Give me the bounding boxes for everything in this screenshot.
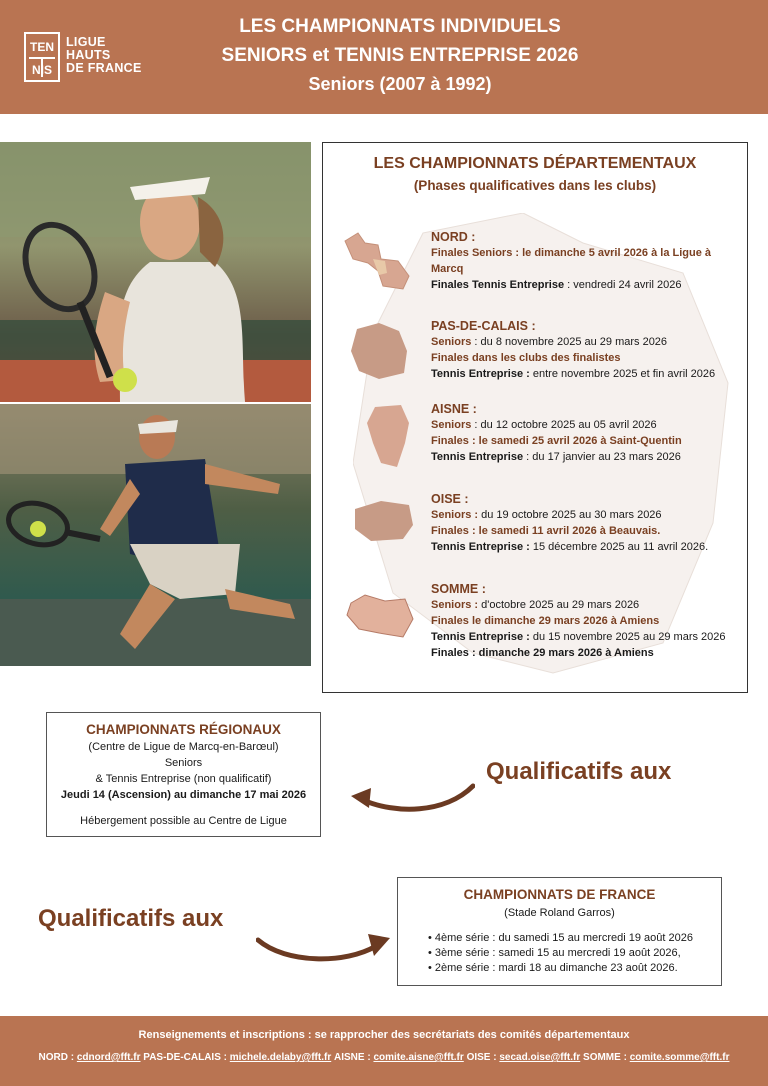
- dept-somme-line-4: Finales : dimanche 29 mars 2026 à Amiens: [431, 647, 654, 659]
- qualifying-label-2: Qualificatifs aux: [38, 905, 224, 932]
- regional-category-entreprise: & Tennis Entreprise (non qualificatif): [95, 773, 272, 785]
- france-series-list: [428, 931, 721, 976]
- dept-pdc-line-1-label: Seniors: [431, 336, 472, 348]
- league-name-line-3: DE FRANCE: [66, 61, 142, 75]
- oise-map-icon: [351, 497, 415, 543]
- dept-nord-line-3-value: : vendredi 24 avril 2026: [564, 279, 682, 291]
- photo-female-tennis-player: [0, 142, 311, 402]
- dept-aisne-line-1-label: Seniors: [431, 419, 472, 431]
- league-name: [66, 36, 142, 75]
- photo-male-tennis-player: [0, 404, 311, 666]
- dept-somme-name: SOMME :: [431, 582, 486, 596]
- regional-dates: Jeudi 14 (Ascension) au dimanche 17 mai 2026: [60, 789, 307, 801]
- dept-somme: [431, 581, 726, 661]
- dept-oise-line-1-value: du 19 octobre 2025 au 30 mars 2026: [478, 509, 662, 521]
- header-banner: [0, 0, 768, 114]
- departmental-title: LES CHAMPIONNATS DÉPARTEMENTAUX: [373, 155, 697, 172]
- nord-map-icon: [343, 231, 413, 291]
- league-name-line-1: LIGUE: [66, 35, 106, 49]
- dept-somme-line-2: Finales le dimanche 29 mars 2026 à Amiens: [431, 615, 660, 627]
- departmental-championships-box: [322, 142, 748, 693]
- aisne-map-icon: [363, 403, 413, 469]
- contact-somme-label: SOMME :: [583, 1052, 627, 1063]
- dept-aisne-line-1-value: : du 12 octobre 2025 au 05 avril 2026: [471, 419, 657, 431]
- regional-category-seniors: Seniors: [164, 757, 203, 769]
- list-item: • 3ème série : samedi 15 au mercredi 19 août 2026,: [428, 947, 681, 959]
- dept-aisne-name: AISNE :: [431, 402, 477, 416]
- dept-pas-de-calais: [431, 318, 715, 382]
- page-title-line-2: SENIORS et TENNIS ENTREPRISE 2026: [221, 45, 579, 66]
- contact-pdc-email[interactable]: michele.delaby@fft.fr: [229, 1052, 332, 1063]
- regional-accommodation: Hébergement possible au Centre de Ligue: [80, 815, 287, 827]
- france-championships-box: [397, 877, 722, 986]
- list-item: • 4ème série : du samedi 15 au mercredi 19 août 2026: [428, 932, 693, 944]
- tennis-logo: [24, 32, 60, 82]
- contact-aisne-email[interactable]: comite.aisne@fft.fr: [373, 1052, 464, 1063]
- dept-oise-line-1-label: Seniors :: [431, 509, 479, 521]
- dept-pdc-name: PAS-DE-CALAIS :: [431, 319, 536, 333]
- dept-somme-line-3-value: du 15 novembre 2025 au 29 mars 2026: [529, 631, 726, 643]
- regional-title: CHAMPIONNATS RÉGIONAUX: [86, 722, 281, 737]
- france-title: CHAMPIONNATS DE FRANCE: [463, 887, 656, 902]
- dept-aisne-line-3-label: Tennis Entreprise: [431, 451, 524, 463]
- contact-nord-email[interactable]: cdnord@fft.fr: [76, 1052, 141, 1063]
- dept-nord-line-3-label: Finales Tennis Entreprise: [431, 279, 565, 291]
- somme-map-icon: [345, 593, 415, 641]
- dept-somme-line-1-value: d'octobre 2025 au 29 mars 2026: [478, 599, 640, 611]
- dept-somme-line-3-label: Tennis Entreprise :: [431, 631, 530, 643]
- page-title-line-1: LES CHAMPIONNATS INDIVIDUELS: [239, 16, 561, 37]
- contact-oise-label: OISE :: [466, 1052, 497, 1063]
- contact-nord-label: NORD :: [38, 1052, 75, 1063]
- league-name-line-2: HAUTS: [66, 48, 111, 62]
- contact-aisne-label: AISNE :: [334, 1052, 371, 1063]
- contact-oise-email[interactable]: secad.oise@fft.fr: [499, 1052, 581, 1063]
- regional-location: (Centre de Ligue de Marcq-en-Barœul): [88, 741, 279, 753]
- dept-oise: [431, 491, 708, 555]
- logo-text-top: TEN: [30, 40, 54, 54]
- logo-text-bottom: NIS: [31, 63, 52, 77]
- contact-pdc-label: PAS-DE-CALAIS :: [143, 1052, 227, 1063]
- page-title-line-3: Seniors (2007 à 1992): [308, 74, 492, 94]
- dept-aisne: [431, 401, 682, 465]
- dept-pdc-line-3-label: Tennis Entreprise :: [431, 368, 530, 380]
- dept-pdc-line-1-value: : du 8 novembre 2025 au 29 mars 2026: [471, 336, 668, 348]
- qualifying-label-1: Qualificatifs aux: [486, 758, 672, 785]
- dept-nord-name: NORD :: [431, 230, 476, 244]
- dept-nord-line-2: Marcq: [431, 263, 464, 275]
- france-venue: (Stade Roland Garros): [504, 907, 615, 919]
- dept-pdc-line-3-value: entre novembre 2025 et fin avril 2026: [529, 368, 716, 380]
- footer-banner: [0, 1016, 768, 1086]
- pas-de-calais-map-icon: [349, 321, 411, 381]
- contact-somme-email[interactable]: comite.somme@fft.fr: [629, 1052, 730, 1063]
- footer-contacts: [0, 1052, 768, 1063]
- regional-championships-box: [46, 712, 321, 837]
- dept-aisne-line-2: Finales : le samedi 25 avril 2026 à Saint-Quentin: [431, 435, 682, 447]
- dept-oise-name: OISE :: [431, 492, 469, 506]
- dept-oise-line-3-label: Tennis Entreprise :: [431, 541, 530, 553]
- departmental-subtitle: (Phases qualificatives dans les clubs): [413, 178, 657, 193]
- footer-info: Renseignements et inscriptions : se rapprocher des secrétariats des comités départementaux: [138, 1029, 630, 1041]
- dept-aisne-line-3-value: : du 17 janvier au 23 mars 2026: [523, 451, 681, 463]
- dept-nord-line-1: Finales Seniors : le dimanche 5 avril 2026 à la Ligue à: [431, 247, 712, 259]
- dept-oise-line-3-value: 15 décembre 2025 au 11 avril 2026.: [529, 541, 709, 553]
- dept-oise-line-2: Finales : le samedi 11 avril 2026 à Beauvais.: [431, 525, 661, 537]
- dept-pdc-line-2: Finales dans les clubs des finalistes: [431, 352, 621, 364]
- dept-nord: [431, 229, 711, 293]
- arrow-right-icon: [256, 924, 396, 968]
- arrow-left-icon: [345, 780, 475, 820]
- list-item: • 2ème série : mardi 18 au dimanche 23 août 2026.: [428, 962, 678, 974]
- dept-somme-line-1-label: Seniors :: [431, 599, 479, 611]
